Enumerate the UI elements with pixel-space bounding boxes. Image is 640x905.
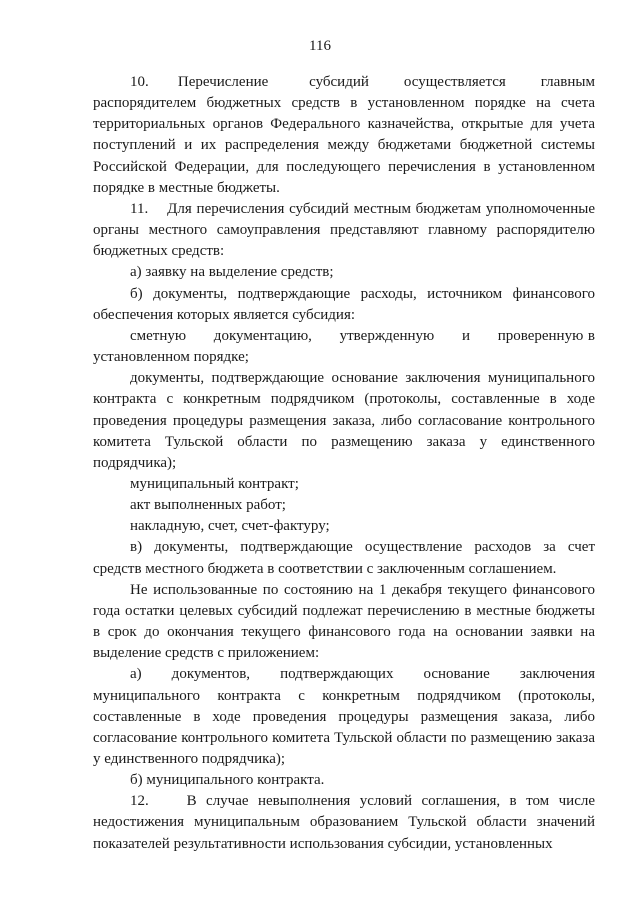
list-item-documents: документы, подтверждающие основание заключения муниципального контракта с конкретным подрядчиком (протоколы, составленные в ходе проведения процедуры размещения заказа, либо согласование контрольного комитета Тульской области по размещению заказа у единственного подрядчика); bbox=[93, 370, 595, 471]
list-item-b-contract: б) муниципального контракта. bbox=[130, 772, 325, 789]
paragraph-12: 12. В случае невыполнения условий соглашения, в том числе недостижения муниципальным образованием Тульской области значений показателей результативности использования субсидии, установленных bbox=[93, 793, 595, 852]
paragraph-10: 10. Перечисление субсидий осуществляется главным распорядителем бюджетных средств в установленном порядке на счета территориальных органов Федерального казначейства, открытые для учета поступлений и их распределения между бюджетами бюджетной системы Российской Федерации, для последующего перечисления в установленном порядке в местные бюджеты. bbox=[93, 74, 595, 196]
list-item-v: в) документы, подтверждающие осуществление расходов за счет средств местного бюджета в соответствии с заключенным соглашением. bbox=[93, 539, 595, 577]
page-number: 116 bbox=[309, 38, 331, 54]
document-body bbox=[93, 72, 595, 855]
paragraph-unused-balances: Не использованные по состоянию на 1 декабря текущего финансового года остатки целевых субсидий подлежат перечислению в местные бюджеты в срок до окончания текущего финансового года на основании заявки на выделение средств с приложением: bbox=[93, 581, 595, 662]
list-item-act: акт выполненных работ; bbox=[130, 497, 286, 514]
list-item-smetnaya: сметную документацию, утвержденную и проверенную в установленном порядке; bbox=[93, 327, 595, 366]
list-item-invoice: накладную, счет, счет-фактуру; bbox=[130, 518, 330, 535]
list-item-contract: муниципальный контракт; bbox=[130, 475, 299, 492]
paragraph-11: 11. Для перечисления субсидий местным бюджетам уполномоченные органы местного самоуправления представляют главному распорядителю бюджетных средств: bbox=[93, 200, 595, 260]
list-item-a: а) заявку на выделение средств; bbox=[130, 264, 334, 281]
list-item-a-documents: а) документов, подтверждающих основание заключения муниципального контракта с конкретным подрядчиком (протоколы, составленные в ходе проведения процедуры размещения заказа, либо согласование контрольного комитета Тульской области по размещению заказа у единственного подрядчика); bbox=[93, 666, 595, 767]
list-item-b: б) документы, подтверждающие расходы, источником финансового обеспечения которых является субсидия: bbox=[93, 285, 595, 323]
